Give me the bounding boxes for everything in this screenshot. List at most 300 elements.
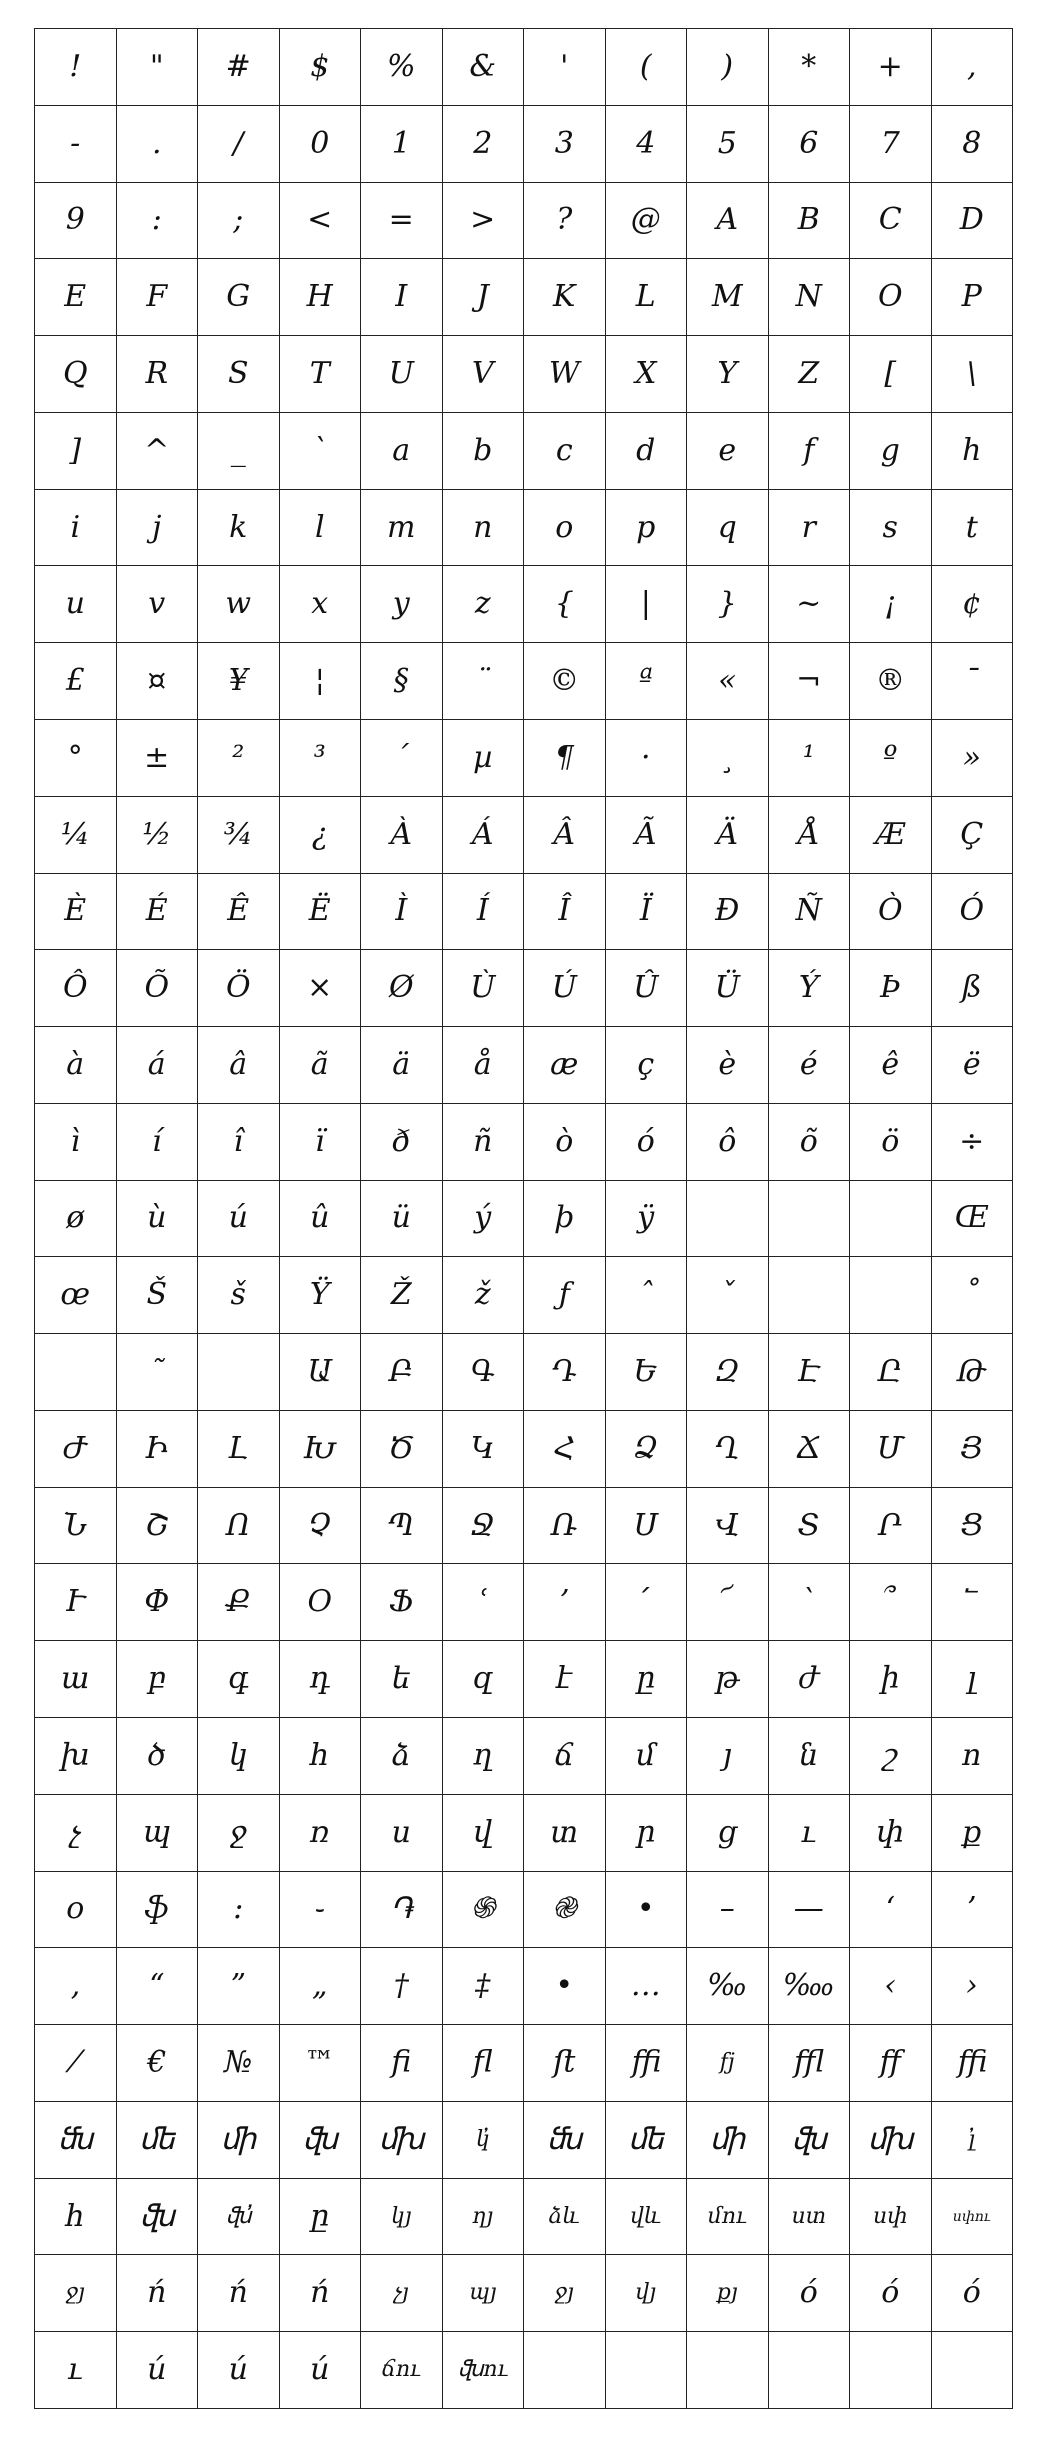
glyph-cell: Ó bbox=[932, 874, 1014, 951]
glyph-cell: Ì bbox=[361, 874, 443, 951]
glyph-cell: ń bbox=[280, 2255, 362, 2332]
glyph-cell: W bbox=[524, 336, 606, 413]
glyph-cell: ՚ bbox=[524, 1564, 606, 1641]
glyph-cell: ձ bbox=[361, 1718, 443, 1795]
glyph-cell: վյ bbox=[606, 2255, 688, 2332]
glyph-cell: Ի bbox=[117, 1411, 199, 1488]
glyph-cell: 4 bbox=[606, 106, 688, 183]
glyph-cell: • bbox=[524, 1948, 606, 2025]
glyph-cell: ՞ bbox=[850, 1564, 932, 1641]
glyph-cell: Ò bbox=[850, 874, 932, 951]
glyph-cell: խ bbox=[35, 1718, 117, 1795]
glyph-cell: ﬖ bbox=[117, 2179, 199, 2256]
glyph-cell: F bbox=[117, 259, 199, 336]
glyph-cell: T bbox=[280, 336, 362, 413]
glyph-cell: › bbox=[932, 1948, 1014, 2025]
glyph-cell: c bbox=[524, 413, 606, 490]
glyph-cell: æ bbox=[524, 1027, 606, 1104]
glyph-cell: I bbox=[361, 259, 443, 336]
glyph-cell: ﬃ bbox=[932, 2025, 1014, 2102]
glyph-cell: ¢ bbox=[932, 566, 1014, 643]
glyph-cell: Ց bbox=[932, 1488, 1014, 1565]
glyph-cell: Ù bbox=[443, 950, 525, 1027]
glyph-cell: Ո bbox=[198, 1488, 280, 1565]
glyph-cell: l bbox=[280, 490, 362, 567]
glyph-cell: ‱ bbox=[769, 1948, 851, 2025]
glyph-cell: n bbox=[443, 490, 525, 567]
glyph-cell: 3 bbox=[524, 106, 606, 183]
glyph-cell: 2 bbox=[443, 106, 525, 183]
glyph-cell: û bbox=[280, 1181, 362, 1258]
glyph-cell: é bbox=[769, 1027, 851, 1104]
glyph-cell: ջ bbox=[198, 1795, 280, 1872]
glyph-cell: » bbox=[932, 720, 1014, 797]
glyph-cell: Y bbox=[687, 336, 769, 413]
glyph-cell: 8 bbox=[932, 106, 1014, 183]
glyph-cell: ¿ bbox=[280, 797, 362, 874]
glyph-cell: չ bbox=[35, 1795, 117, 1872]
glyph-cell: — bbox=[769, 1872, 851, 1949]
glyph-cell: å bbox=[443, 1027, 525, 1104]
glyph-cell: ﬖ̓ bbox=[198, 2179, 280, 2256]
glyph-cell: Է bbox=[769, 1334, 851, 1411]
glyph-cell: } bbox=[687, 566, 769, 643]
glyph-cell: t bbox=[932, 490, 1014, 567]
glyph-cell: M bbox=[687, 259, 769, 336]
glyph-cell: ճու bbox=[361, 2332, 443, 2409]
glyph-cell: պ bbox=[117, 1795, 199, 1872]
glyph-cell: ֆ bbox=[117, 1872, 199, 1949]
glyph-cell: Ñ bbox=[769, 874, 851, 951]
glyph-cell: î bbox=[198, 1104, 280, 1181]
glyph-cell: ւ bbox=[35, 2332, 117, 2409]
glyph-cell: Ա bbox=[280, 1334, 362, 1411]
glyph-cell: S bbox=[198, 336, 280, 413]
glyph-cell: ú bbox=[117, 2332, 199, 2409]
glyph-cell: 9 bbox=[35, 183, 117, 260]
glyph-cell: ~ bbox=[769, 566, 851, 643]
glyph-cell: ‡ bbox=[443, 1948, 525, 2025]
glyph-cell: ‰ bbox=[687, 1948, 769, 2025]
glyph-cell: Œ bbox=[932, 1181, 1014, 1258]
glyph-cell: ﬔ bbox=[606, 2102, 688, 2179]
glyph-cell: ‚ bbox=[35, 1948, 117, 2025]
glyph-cell: Q bbox=[35, 336, 117, 413]
glyph-cell: ˆ bbox=[606, 1257, 688, 1334]
glyph-cell: ք bbox=[932, 1795, 1014, 1872]
glyph-cell: քյ bbox=[687, 2255, 769, 2332]
glyph-cell: Ä bbox=[687, 797, 769, 874]
glyph-cell: ï bbox=[280, 1104, 362, 1181]
glyph-cell bbox=[687, 2332, 769, 2409]
glyph-cell: š bbox=[198, 1257, 280, 1334]
glyph-cell: ê bbox=[850, 1027, 932, 1104]
glyph-cell: շ bbox=[850, 1718, 932, 1795]
glyph-cell: fj bbox=[687, 2025, 769, 2102]
glyph-cell: j bbox=[117, 490, 199, 567]
glyph-cell: i bbox=[35, 490, 117, 567]
glyph-cell: < bbox=[280, 183, 362, 260]
glyph-cell: G bbox=[198, 259, 280, 336]
glyph-cell: ú bbox=[198, 2332, 280, 2409]
glyph-cell: ստ bbox=[769, 2179, 851, 2256]
glyph-cell: p bbox=[606, 490, 688, 567]
glyph-cell: Ս bbox=[606, 1488, 688, 1565]
glyph-cell: @ bbox=[606, 183, 688, 260]
glyph-cell: Չ bbox=[280, 1488, 362, 1565]
glyph-cell: ﬃ bbox=[606, 2025, 688, 2102]
glyph-cell: ° bbox=[35, 720, 117, 797]
glyph-cell: þ bbox=[524, 1181, 606, 1258]
glyph-cell: Ö bbox=[198, 950, 280, 1027]
glyph-cell: ª bbox=[606, 643, 688, 720]
glyph-cell: ‹ bbox=[850, 1948, 932, 2025]
glyph-cell: գ bbox=[198, 1641, 280, 1718]
glyph-cell: • bbox=[606, 1872, 688, 1949]
glyph-cell: Ž bbox=[361, 1257, 443, 1334]
glyph-table bbox=[34, 28, 1013, 2409]
glyph-cell: ÷ bbox=[932, 1104, 1014, 1181]
glyph-cell: = bbox=[361, 183, 443, 260]
glyph-cell: Ձ bbox=[606, 1411, 688, 1488]
glyph-cell: ¹ bbox=[769, 720, 851, 797]
glyph-cell: № bbox=[198, 2025, 280, 2102]
glyph-cell: u bbox=[35, 566, 117, 643]
glyph-cell: թ bbox=[687, 1641, 769, 1718]
glyph-cell: Â bbox=[524, 797, 606, 874]
glyph-cell: ú bbox=[198, 1181, 280, 1258]
glyph-cell: # bbox=[198, 29, 280, 106]
glyph-cell: մ bbox=[606, 1718, 688, 1795]
glyph-cell: / bbox=[198, 106, 280, 183]
glyph-cell: 0 bbox=[280, 106, 362, 183]
glyph-cell: ﬂ bbox=[443, 2025, 525, 2102]
glyph-cell: լ bbox=[932, 1641, 1014, 1718]
glyph-cell: ( bbox=[606, 29, 688, 106]
glyph-cell: X bbox=[606, 336, 688, 413]
glyph-cell: կ̓ bbox=[443, 2102, 525, 2179]
glyph-cell: ﬅ bbox=[524, 2025, 606, 2102]
glyph-cell: a bbox=[361, 413, 443, 490]
glyph-cell: ß bbox=[932, 950, 1014, 1027]
glyph-cell: ﬓ bbox=[35, 2102, 117, 2179]
glyph-cell: ; bbox=[198, 183, 280, 260]
glyph-cell: ñ bbox=[443, 1104, 525, 1181]
glyph-cell: ń bbox=[198, 2255, 280, 2332]
glyph-cell bbox=[769, 1181, 851, 1258]
glyph-cell: ^ bbox=[117, 413, 199, 490]
glyph-cell: q bbox=[687, 490, 769, 567]
glyph-cell: ﬀ bbox=[850, 2025, 932, 2102]
glyph-cell: ﬖ bbox=[280, 2102, 362, 2179]
glyph-cell: սփ bbox=[850, 2179, 932, 2256]
glyph-cell: ' bbox=[524, 29, 606, 106]
glyph-cell: Ý bbox=[769, 950, 851, 1027]
glyph-cell: ˜ bbox=[117, 1334, 199, 1411]
glyph-cell: Մ bbox=[850, 1411, 932, 1488]
glyph-cell: Ժ bbox=[35, 1411, 117, 1488]
glyph-cell: ջյ bbox=[524, 2255, 606, 2332]
glyph-cell bbox=[850, 2332, 932, 2409]
glyph-cell: í bbox=[117, 1104, 199, 1181]
glyph-cell: º bbox=[850, 720, 932, 797]
glyph-cell: ﬁ bbox=[361, 2025, 443, 2102]
glyph-cell: ) bbox=[687, 29, 769, 106]
glyph-cell: ե bbox=[361, 1641, 443, 1718]
glyph-cell: ÿ bbox=[606, 1181, 688, 1258]
glyph-cell: ¨ bbox=[443, 643, 525, 720]
glyph-cell: ń bbox=[117, 2255, 199, 2332]
glyph-cell: Ã bbox=[606, 797, 688, 874]
glyph-cell: : bbox=[117, 183, 199, 260]
glyph-cell: H bbox=[280, 259, 362, 336]
glyph-cell: y bbox=[361, 566, 443, 643]
glyph-cell: Ջ bbox=[443, 1488, 525, 1565]
glyph-cell: d bbox=[606, 413, 688, 490]
glyph-cell: ջյ bbox=[35, 2255, 117, 2332]
glyph-cell: œ bbox=[35, 1257, 117, 1334]
glyph-cell: ‘ bbox=[850, 1872, 932, 1949]
glyph-cell: Վ bbox=[687, 1488, 769, 1565]
glyph-cell: ղ bbox=[443, 1718, 525, 1795]
glyph-cell: À bbox=[361, 797, 443, 874]
glyph-cell: \ bbox=[932, 336, 1014, 413]
glyph-cell: × bbox=[280, 950, 362, 1027]
glyph-cell: Ք bbox=[198, 1564, 280, 1641]
glyph-cell: ղյ bbox=[443, 2179, 525, 2256]
glyph-cell: * bbox=[769, 29, 851, 106]
glyph-cell: ՙ bbox=[443, 1564, 525, 1641]
glyph-cell: Š bbox=[117, 1257, 199, 1334]
glyph-cell: ¤ bbox=[117, 643, 199, 720]
glyph-cell: Դ bbox=[524, 1334, 606, 1411]
glyph-cell: ճ bbox=[524, 1718, 606, 1795]
glyph-cell: £ bbox=[35, 643, 117, 720]
glyph-cell: Ð bbox=[687, 874, 769, 951]
glyph-cell: … bbox=[606, 1948, 688, 2025]
glyph-cell bbox=[35, 1334, 117, 1411]
glyph-cell: + bbox=[850, 29, 932, 106]
glyph-cell: ֎ bbox=[524, 1872, 606, 1949]
glyph-cell bbox=[769, 2332, 851, 2409]
glyph-cell: լ̓ bbox=[932, 2102, 1014, 2179]
glyph-cell: L bbox=[606, 259, 688, 336]
glyph-cell: ã bbox=[280, 1027, 362, 1104]
glyph-cell: Ռ bbox=[524, 1488, 606, 1565]
glyph-cell: µ bbox=[443, 720, 525, 797]
glyph-cell: © bbox=[524, 643, 606, 720]
glyph-cell: . bbox=[117, 106, 199, 183]
glyph-cell: ⁄ bbox=[35, 2025, 117, 2102]
glyph-cell: Ծ bbox=[361, 1411, 443, 1488]
glyph-cell: զ bbox=[443, 1641, 525, 1718]
glyph-cell: ³ bbox=[280, 720, 362, 797]
glyph-cell: ¦ bbox=[280, 643, 362, 720]
glyph-cell: ë bbox=[932, 1027, 1014, 1104]
glyph-cell: Õ bbox=[117, 950, 199, 1027]
glyph-cell: Ü bbox=[687, 950, 769, 1027]
glyph-cell: ´ bbox=[361, 720, 443, 797]
glyph-cell: Ր bbox=[850, 1488, 932, 1565]
glyph-cell: & bbox=[443, 29, 525, 106]
glyph-cell: ” bbox=[198, 1948, 280, 2025]
glyph-cell: ² bbox=[198, 720, 280, 797]
glyph-cell: z bbox=[443, 566, 525, 643]
glyph-cell: B bbox=[769, 183, 851, 260]
glyph-cell: Օ bbox=[280, 1564, 362, 1641]
glyph-cell: « bbox=[687, 643, 769, 720]
glyph-cell: U bbox=[361, 336, 443, 413]
glyph-cell: ﬗ bbox=[361, 2102, 443, 2179]
glyph-cell: ç bbox=[606, 1027, 688, 1104]
glyph-cell: Ը bbox=[850, 1334, 932, 1411]
glyph-cell: ø bbox=[35, 1181, 117, 1258]
glyph-cell: ﬕ bbox=[198, 2102, 280, 2179]
glyph-cell bbox=[769, 1257, 851, 1334]
glyph-cell: ւ bbox=[769, 1795, 851, 1872]
glyph-cell: Á bbox=[443, 797, 525, 874]
glyph-cell: ﬔ bbox=[117, 2102, 199, 2179]
glyph-cell: Ÿ bbox=[280, 1257, 362, 1334]
glyph-cell: Ւ bbox=[35, 1564, 117, 1641]
glyph-cell: ց bbox=[687, 1795, 769, 1872]
glyph-cell: 1 bbox=[361, 106, 443, 183]
glyph-cell: պյ bbox=[443, 2255, 525, 2332]
glyph-cell: ¸ bbox=[687, 720, 769, 797]
glyph-cell: ± bbox=[117, 720, 199, 797]
glyph-cell bbox=[198, 1334, 280, 1411]
glyph-cell bbox=[932, 2332, 1014, 2409]
glyph-cell: յ bbox=[687, 1718, 769, 1795]
glyph-cell: ¶ bbox=[524, 720, 606, 797]
glyph-cell: ½ bbox=[117, 797, 199, 874]
glyph-cell: Ø bbox=[361, 950, 443, 1027]
glyph-cell: È bbox=[35, 874, 117, 951]
glyph-cell: կ bbox=[198, 1718, 280, 1795]
glyph-cell: 7 bbox=[850, 106, 932, 183]
glyph-cell: ó bbox=[606, 1104, 688, 1181]
glyph-cell: § bbox=[361, 643, 443, 720]
glyph-cell: ա bbox=[35, 1641, 117, 1718]
glyph-cell: Ե bbox=[606, 1334, 688, 1411]
glyph-cell: ժ bbox=[769, 1641, 851, 1718]
glyph-cell: ù bbox=[117, 1181, 199, 1258]
glyph-cell: ¡ bbox=[850, 566, 932, 643]
glyph-cell: տ bbox=[524, 1795, 606, 1872]
glyph-cell: ¥ bbox=[198, 643, 280, 720]
glyph-cell: Շ bbox=[117, 1488, 199, 1565]
glyph-cell: Յ bbox=[932, 1411, 1014, 1488]
glyph-cell: C bbox=[850, 183, 932, 260]
glyph-cell: ս bbox=[361, 1795, 443, 1872]
glyph-cell: ﬗ bbox=[850, 2102, 932, 2179]
glyph-cell: Փ bbox=[117, 1564, 199, 1641]
glyph-cell: Տ bbox=[769, 1488, 851, 1565]
glyph-cell: h bbox=[932, 413, 1014, 490]
glyph-cell: g bbox=[850, 413, 932, 490]
glyph-cell: ô bbox=[687, 1104, 769, 1181]
glyph-cell: o bbox=[524, 490, 606, 567]
glyph-cell: Þ bbox=[850, 950, 932, 1027]
glyph-cell: ™ bbox=[280, 2025, 362, 2102]
glyph-cell: Ï bbox=[606, 874, 688, 951]
glyph-cell: - bbox=[35, 106, 117, 183]
glyph-cell: ˇ bbox=[687, 1257, 769, 1334]
glyph-cell: Æ bbox=[850, 797, 932, 874]
glyph-cell: ì bbox=[35, 1104, 117, 1181]
glyph-cell: ը bbox=[606, 1641, 688, 1718]
glyph-cell: Í bbox=[443, 874, 525, 951]
glyph-cell: Ղ bbox=[687, 1411, 769, 1488]
glyph-cell: D bbox=[932, 183, 1014, 260]
glyph-cell: ó bbox=[850, 2255, 932, 2332]
glyph-cell: ռ bbox=[280, 1795, 362, 1872]
glyph-cell bbox=[850, 1257, 932, 1334]
glyph-cell: է bbox=[524, 1641, 606, 1718]
glyph-cell: Թ bbox=[932, 1334, 1014, 1411]
glyph-cell: ¯ bbox=[932, 643, 1014, 720]
glyph-cell: ﬖ bbox=[769, 2102, 851, 2179]
glyph-cell: ö bbox=[850, 1104, 932, 1181]
glyph-cell: վև bbox=[606, 2179, 688, 2256]
glyph-cell: > bbox=[443, 183, 525, 260]
glyph-cell: J bbox=[443, 259, 525, 336]
glyph-cell: è bbox=[687, 1027, 769, 1104]
glyph-cell: " bbox=[117, 29, 199, 106]
glyph-cell: ƒ bbox=[524, 1257, 606, 1334]
glyph-cell: Լ bbox=[198, 1411, 280, 1488]
glyph-cell: բ bbox=[117, 1641, 199, 1718]
glyph-cell: Զ bbox=[687, 1334, 769, 1411]
glyph-cell: 5 bbox=[687, 106, 769, 183]
glyph-cell: · bbox=[606, 720, 688, 797]
glyph-cell: ձև bbox=[524, 2179, 606, 2256]
glyph-cell: հ bbox=[35, 2179, 117, 2256]
glyph-cell: ó bbox=[932, 2255, 1014, 2332]
glyph-cell: Ê bbox=[198, 874, 280, 951]
glyph-cell: x bbox=[280, 566, 362, 643]
glyph-cell: ՜ bbox=[687, 1564, 769, 1641]
glyph-cell: Û bbox=[606, 950, 688, 1027]
glyph-cell: ՟ bbox=[932, 1564, 1014, 1641]
glyph-cell: ը bbox=[280, 2179, 362, 2256]
glyph-cell: { bbox=[524, 566, 606, 643]
glyph-cell: 6 bbox=[769, 106, 851, 183]
glyph-cell: „ bbox=[280, 1948, 362, 2025]
glyph-cell: Ն bbox=[35, 1488, 117, 1565]
glyph-cell: Խ bbox=[280, 1411, 362, 1488]
glyph-cell: մու bbox=[687, 2179, 769, 2256]
glyph-cell: $ bbox=[280, 29, 362, 106]
glyph-cell: ® bbox=[850, 643, 932, 720]
glyph-cell: Ë bbox=[280, 874, 362, 951]
glyph-cell: Ֆ bbox=[361, 1564, 443, 1641]
glyph-cell: ú bbox=[280, 2332, 362, 2409]
glyph-cell: % bbox=[361, 29, 443, 106]
glyph-cell: V bbox=[443, 336, 525, 413]
glyph-cell: ò bbox=[524, 1104, 606, 1181]
glyph-cell: ¬ bbox=[769, 643, 851, 720]
glyph-cell: ’ bbox=[932, 1872, 1014, 1949]
glyph-cell: ] bbox=[35, 413, 117, 490]
glyph-cell: ó bbox=[769, 2255, 851, 2332]
glyph-cell: Պ bbox=[361, 1488, 443, 1565]
glyph-cell: “ bbox=[117, 1948, 199, 2025]
glyph-cell: սփու bbox=[932, 2179, 1014, 2256]
glyph-cell bbox=[687, 1181, 769, 1258]
glyph-cell: ﬖու bbox=[443, 2332, 525, 2409]
glyph-cell: Z bbox=[769, 336, 851, 413]
